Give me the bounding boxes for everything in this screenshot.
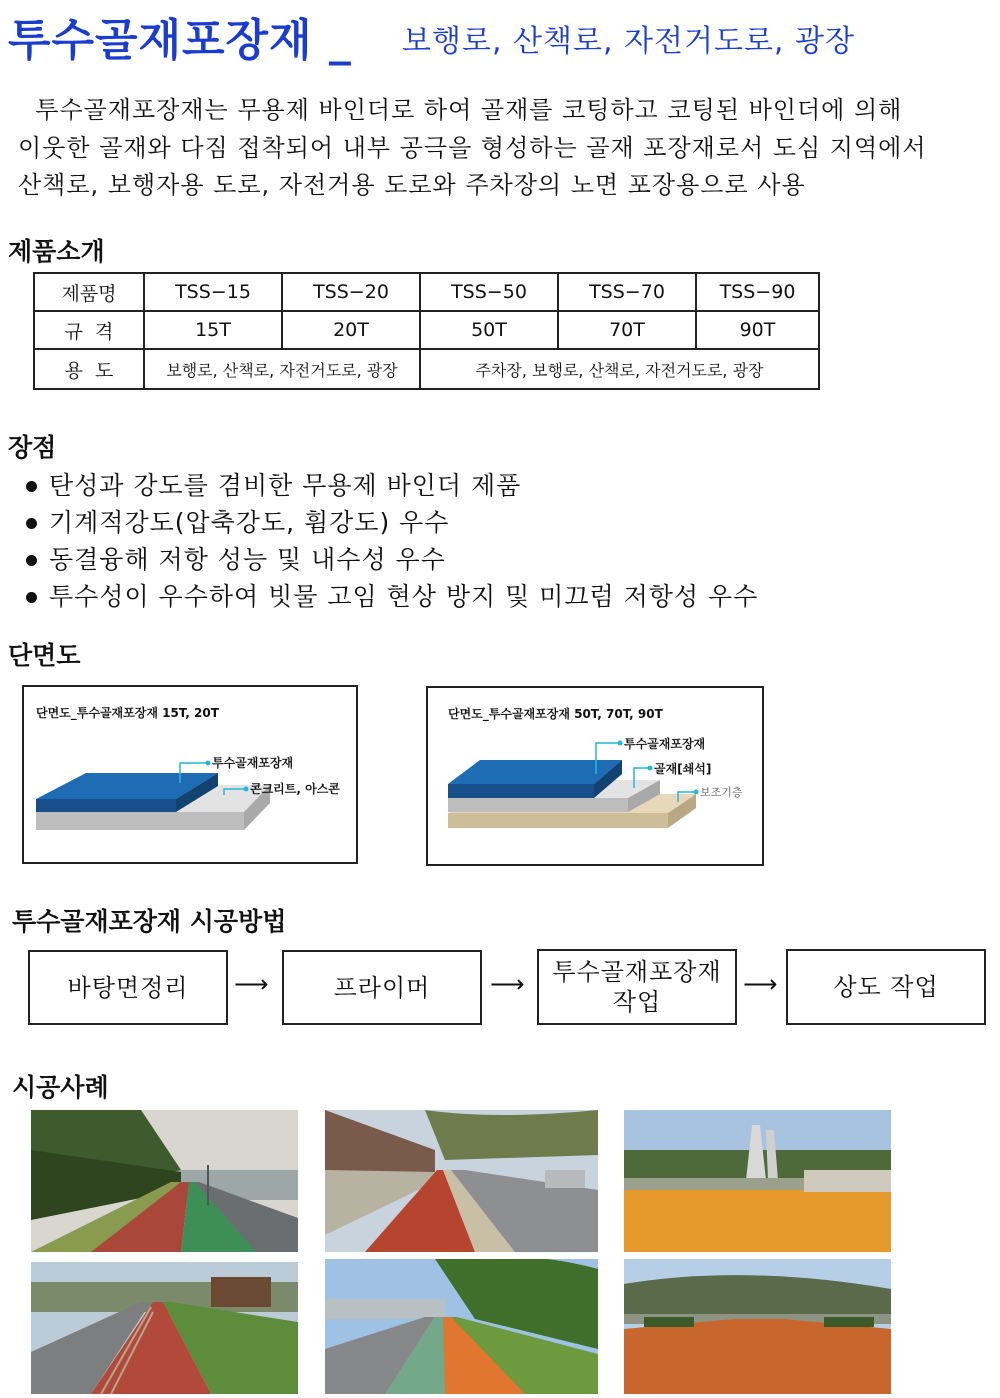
intro-line: 이웃한 골재와 다짐 접착되어 내부 공극을 형성하는 골재 포장재로서 도심 지역에서 [18,133,927,162]
photo-illustration [624,1259,891,1394]
row-label-name: 제품명 [34,273,144,311]
label-base-layer: 콘크리트, 아스콘 [250,782,340,796]
row-label-spec: 규 격 [34,311,144,349]
page-subtitle: 보행로, 산책로, 자전거도로, 광장 [402,24,855,59]
product-heading: 제품소개 [8,237,105,266]
product-table [33,272,820,390]
bullet-icon [26,481,37,492]
table-cell: 20T [282,311,420,349]
layer-illustration [428,688,762,864]
table-cell: TSS−15 [144,273,282,311]
table-row [34,273,819,311]
list-item-text: 탄성과 강도를 겸비한 무용제 바인더 제품 [49,470,522,500]
table-cell: TSS−20 [282,273,420,311]
arrow-right-icon: ⟶ [490,970,525,998]
photo-illustration [31,1110,298,1252]
case-photo-5 [325,1259,598,1394]
list-item-text: 기계적강도(압축강도, 휨강도) 우수 [49,507,450,537]
table-cell: 90T [696,311,819,349]
label-top-layer: 투수골재포장재 [624,737,706,751]
cases-heading: 시공사례 [12,1073,109,1102]
table-cell: 보행로, 산책로, 자전거도로, 광장 [144,349,420,389]
case-photo-4 [31,1262,298,1394]
label-top-layer: 투수골재포장재 [212,756,294,770]
arrow-right-icon: ⟶ [234,970,269,998]
advantages-list [26,465,758,613]
photo-illustration [624,1110,891,1252]
label-subbase-layer: 보조기층 [700,786,743,799]
diagram-caption: 단면도_투수골재포장재 50T, 70T, 90T [448,707,663,721]
table-cell: 15T [144,311,282,349]
step-box-4: 상도 작업 [786,949,986,1025]
intro-line: 투수골재포장재는 무용제 바인더로 하여 골재를 코팅하고 코팅된 바인더에 의해 [18,96,903,124]
bullet-icon [26,555,37,566]
bullet-icon [26,592,37,603]
photo-illustration [325,1259,598,1394]
table-cell: 주차장, 보행로, 산책로, 자전거도로, 광장 [420,349,819,389]
step-box-1: 바탕면정리 [28,950,228,1025]
intro-line: 산책로, 보행자용 도로, 자전거용 도로와 주차장의 노면 포장용으로 사용 [18,171,806,199]
cross-section-heading: 단면도 [8,641,81,670]
table-row [34,349,819,389]
step-box-2: 프라이머 [282,950,482,1025]
case-photo-6 [624,1259,891,1394]
table-row [34,311,819,349]
case-photo-1 [31,1110,298,1252]
table-cell: 70T [558,311,696,349]
advantages-heading: 장점 [8,433,57,462]
bullet-icon [26,518,37,529]
list-item-text: 동결융해 저항 성능 및 내수성 우수 [49,544,446,574]
intro-paragraph [18,92,998,205]
cross-section-diagram-2 [426,686,764,866]
list-item [26,539,758,576]
case-photo-3 [624,1110,891,1252]
label-aggregate-layer: 골재[쇄석] [654,762,712,776]
list-item [26,465,758,502]
layer-illustration [24,687,356,862]
case-photo-2 [325,1110,598,1252]
cross-section-diagram-1 [22,685,358,864]
page-title: 투수골재포장재 _ [8,15,352,66]
construction-heading: 투수골재포장재 시공방법 [12,907,287,936]
arrow-right-icon: ⟶ [743,970,778,998]
list-item [26,576,758,613]
table-cell: TSS−70 [558,273,696,311]
list-item [26,502,758,539]
table-cell: TSS−90 [696,273,819,311]
table-cell: 50T [420,311,558,349]
diagram-caption: 단면도_투수골재포장재 15T, 20T [36,706,219,720]
photo-illustration [31,1262,298,1394]
photo-illustration [325,1110,598,1252]
table-cell: TSS−50 [420,273,558,311]
list-item-text: 투수성이 우수하여 빗물 고임 현상 방지 및 미끄럼 저항성 우수 [49,581,759,611]
row-label-use: 용 도 [34,349,144,389]
step-box-3: 투수골재포장재 작업 [537,949,737,1025]
